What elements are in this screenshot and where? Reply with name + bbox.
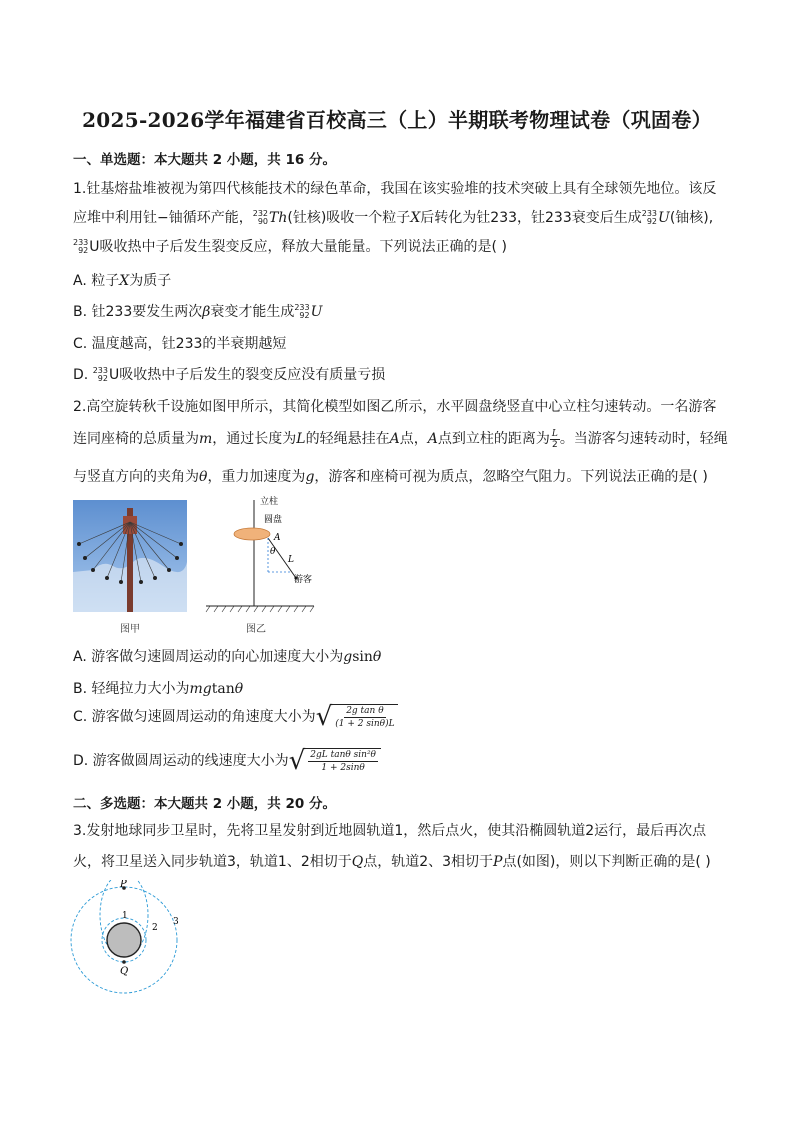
q2-c-num: 2g tan θ (346, 706, 384, 716)
point-q (122, 960, 126, 964)
u-symbol: U (658, 210, 670, 226)
q3-l2a: 火，将卫星送入同步轨道3，轨道1、2相切于 (73, 854, 352, 870)
q3-line2 (73, 851, 711, 871)
u-mass: 233 (294, 303, 310, 312)
q1-option-a (73, 270, 171, 290)
var-g: g (305, 469, 315, 485)
label-l: L (288, 555, 294, 565)
th-symbol: Th (269, 210, 288, 226)
q2-d-den: 1 + 2sinθ (321, 763, 365, 773)
q2-l2e: 点到立柱的距离为 (437, 431, 550, 447)
particle-x: X (410, 210, 421, 226)
u-mass: 233 (92, 366, 108, 375)
frac-num: L (551, 428, 558, 439)
q2-c-text: C. 游客做匀速圆周运动的角速度大小为 (73, 709, 316, 725)
sqrt-sign: √ (288, 746, 306, 776)
q2-l3b: ，重力加速度为 (207, 469, 306, 485)
q2-l2c: 的轻绳悬挂在 (305, 431, 390, 447)
q2-a-sin: sin (352, 649, 373, 665)
q2-a-theta: θ (372, 649, 382, 665)
q2-l3a: 与竖直方向的夹角为 (73, 469, 199, 485)
q1-l3: U吸收热中子后发生裂变反应，释放大量能量。下列说法正确的是( ) (89, 239, 507, 255)
q2-d-text: D. 游客做圆周运动的线速度大小为 (73, 753, 289, 769)
earth (107, 923, 141, 957)
uranium-nuclide (73, 239, 88, 255)
u-z: 92 (646, 217, 658, 226)
label-orbit-1: 1 (122, 911, 128, 921)
q2-option-a (73, 646, 381, 666)
uranium-nuclide (642, 210, 657, 226)
q1-option-c: C. 温度越高，钍233的半衰期越短 (73, 336, 287, 352)
label-theta: θ (270, 547, 276, 557)
orbit-diagram (68, 880, 188, 1000)
q2-d-sqrt (289, 748, 381, 774)
q1-l2b: (钍核)吸收一个粒子 (287, 210, 411, 226)
q2-d-num: 2gL tanθ sin²θ (310, 750, 376, 760)
fraction-l-over-2 (550, 429, 560, 450)
q2-a-g: g (343, 649, 353, 665)
label-orbit-2: 2 (152, 923, 158, 933)
label-tourist: 游客 (294, 575, 313, 585)
q1-b-text: B. 钍233要发生两次 (73, 304, 203, 320)
var-m: m (199, 431, 213, 447)
frac-den: 2 (551, 439, 558, 450)
q2-line1: 2.高空旋转秋千设施如图甲所示，其简化模型如图乙所示，水平圆盘绕竖直中心立柱匀速转动。一名游客 (73, 399, 717, 415)
figure-jia-caption: 图甲 (120, 624, 140, 635)
q3-line1: 3.发射地球同步卫星时，先将卫星发射到近地圆轨道1，然后点火，使其沿椭圆轨道2运行，最后再次点 (73, 823, 707, 839)
label-a: A (274, 533, 281, 543)
q2-c-den: (1 + 2 sinθ)L (335, 719, 395, 729)
q2-l2d: 点， (399, 431, 428, 447)
q2-line3 (73, 466, 708, 486)
var-a: A (389, 431, 400, 447)
q1-option-b (73, 301, 322, 321)
section-multi-choice: 二、多选题：本大题共 2 小题，共 20 分。 (73, 796, 336, 812)
u-z: 92 (299, 311, 310, 320)
q1-l2a: 应堆中利用钍−铀循环产能， (73, 210, 253, 226)
q3-l2c: 点(如图)，则以下判断正确的是( ) (502, 854, 711, 870)
label-disk: 圆盘 (264, 515, 283, 525)
u-mass: 233 (641, 209, 658, 218)
q2-b-theta: θ (234, 681, 244, 697)
q1-d-prefix: D. (73, 367, 93, 383)
q1-b-text2: 衰变才能生成 (210, 304, 295, 320)
q1-line1: 1.钍基熔盐堆被视为第四代核能技术的绿色革命，我国在该实验堆的技术突破上具有全球领先地位。该反 (73, 181, 717, 197)
th-z: 90 (257, 217, 269, 226)
section-single-choice: 一、单选题：本大题共 2 小题，共 16 分。 (73, 152, 336, 168)
u-z: 92 (78, 246, 89, 255)
uranium-nuclide (93, 367, 108, 383)
q2-b-mg: mg (189, 681, 212, 697)
page-title: 2025-2026学年福建省百校高三（上）半期联考物理试卷（巩固卷） (82, 108, 712, 132)
label-pillar: 立柱 (260, 497, 279, 507)
swing-ride-photo (73, 500, 187, 612)
var-p: P (493, 854, 503, 870)
q2-option-b (73, 678, 243, 698)
figure-yi-caption: 图乙 (246, 624, 266, 635)
sqrt-sign: √ (315, 702, 333, 732)
q2-l2f: 。当游客匀速转动时，轻绳 (559, 431, 728, 447)
q1-a-text: A. 粒子 (73, 273, 120, 289)
q2-c-sqrt (316, 704, 398, 730)
q2-option-d (73, 748, 381, 774)
swing-schematic-diagram (200, 492, 325, 614)
q2-l3c: ，游客和座椅可视为质点，忽略空气阻力。下列说法正确的是( ) (314, 469, 708, 485)
q1-l2c: 后转化为钍233，钍233衰变后生成 (420, 210, 642, 226)
q2-line2 (73, 428, 728, 450)
var-l: L (296, 431, 306, 447)
q2-b-tan: tan (211, 681, 235, 697)
q2-a-text: A. 游客做匀速圆周运动的向心加速度大小为 (73, 649, 344, 665)
var-a: A (427, 431, 438, 447)
q1-line3 (73, 236, 507, 256)
var-theta: θ (199, 469, 208, 485)
label-p: P (120, 880, 127, 890)
q1-d-text: U吸收热中子后发生的裂变反应没有质量亏损 (108, 367, 386, 383)
q1-line2 (73, 207, 713, 227)
label-q: Q (120, 966, 129, 977)
u-mass: 233 (73, 238, 89, 247)
q1-a-text2: 为质子 (129, 273, 172, 289)
q1-option-d (73, 364, 385, 384)
q3-l2b: 点，轨道2、3相切于 (363, 854, 494, 870)
u-symbol: U (310, 304, 323, 320)
q2-l2a: 连同座椅的总质量为 (73, 431, 199, 447)
q2-l2b: ，通过长度为 (212, 431, 297, 447)
beta-symbol: β (202, 304, 211, 320)
u-z: 92 (97, 374, 108, 383)
th-mass: 232 (252, 209, 269, 218)
label-orbit-3: 3 (173, 917, 179, 927)
thorium-nuclide (253, 210, 268, 226)
q2-option-c (73, 704, 398, 730)
q2-b-text: B. 轻绳拉力大小为 (73, 681, 190, 697)
particle-x: X (119, 273, 130, 289)
var-q: Q (351, 854, 364, 870)
uranium-nuclide (294, 304, 309, 320)
q1-l2d: (铀核), (669, 210, 714, 226)
